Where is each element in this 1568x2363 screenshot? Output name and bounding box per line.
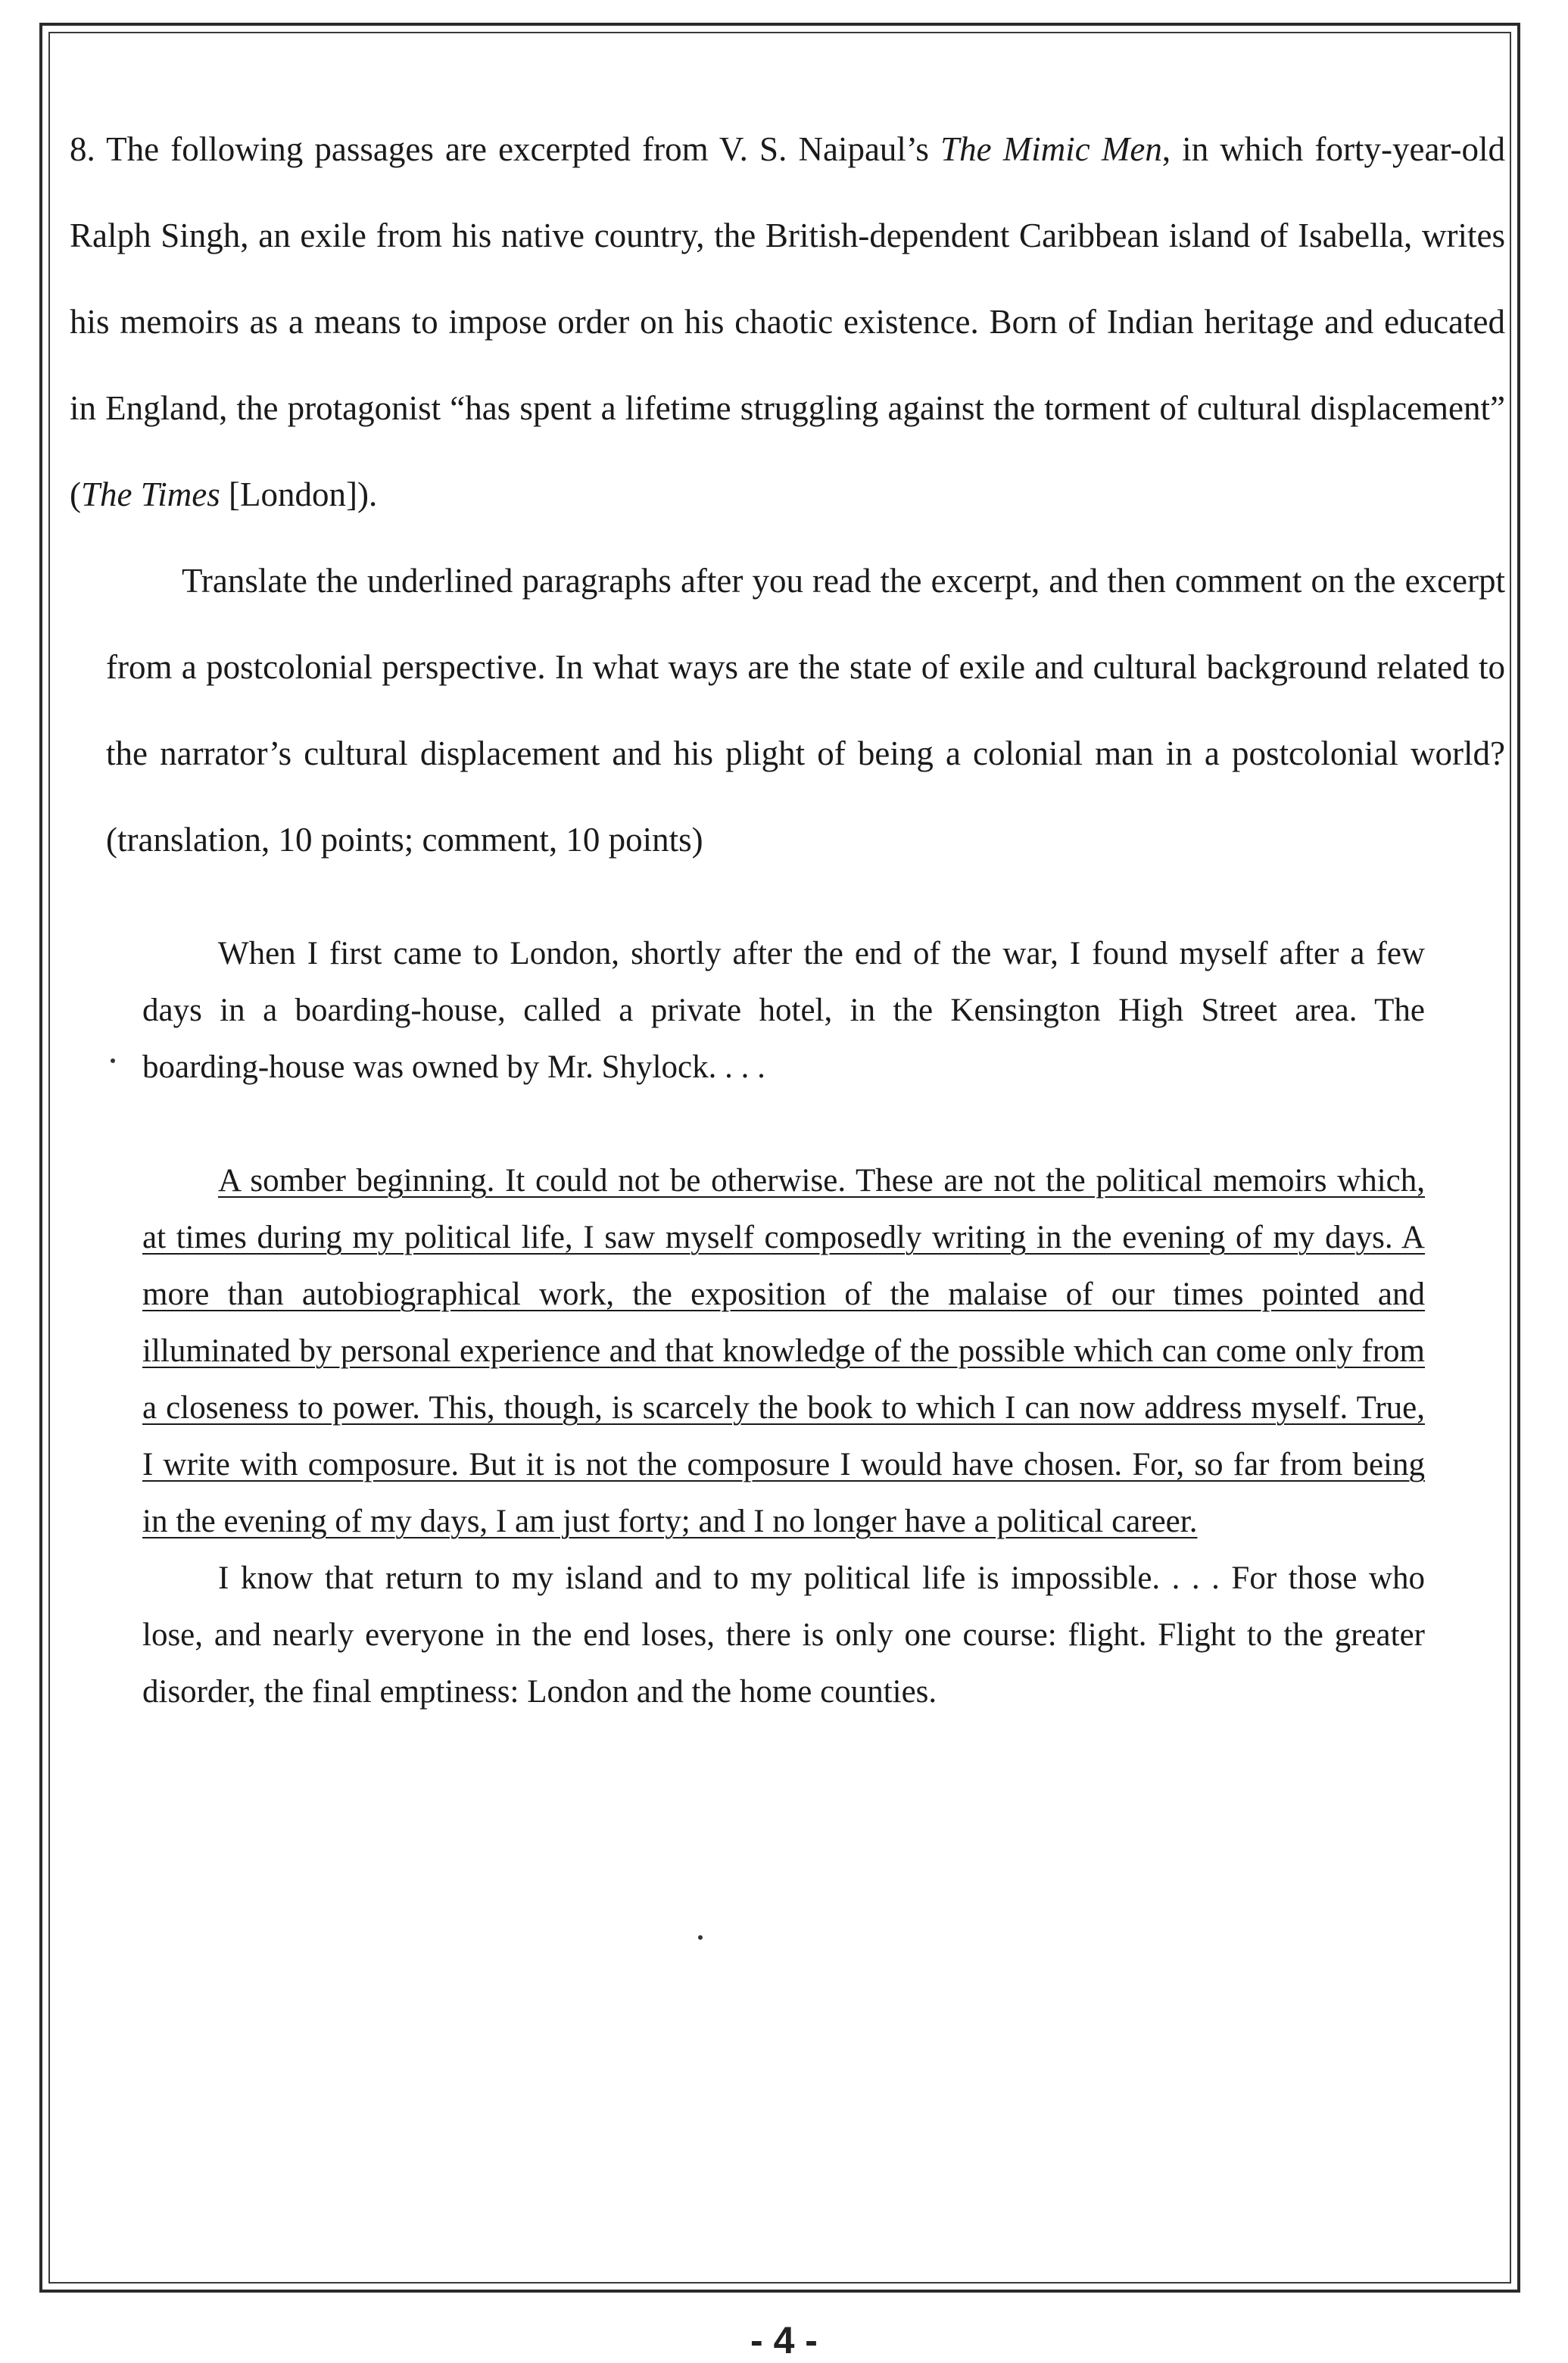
question-instructions: Translate the underlined paragraphs after you read the excerpt, and then comment on the excerpt from a postcolonial perspective. In what ways are the state of exile and cultural background related to the narrator’s cultural displacement and his plight of being a colonial man in a postcolonial world? (translation, 10 points; comment, 10 points) bbox=[106, 562, 1505, 859]
question-intro bbox=[70, 106, 1505, 538]
excerpt-paragraph-3: I know that return to my island and to my political life is impossible. . . . For those who lose, and nearly everyone in the end loses, there is only one course: flight. Flight to the greater disorder, the final emptiness: London and the home counties. bbox=[142, 1560, 1425, 1710]
stray-mark bbox=[698, 1935, 703, 1940]
page-number: - 4 - bbox=[750, 2319, 818, 2361]
paragraph-gap bbox=[142, 1096, 1425, 1152]
source-title: The Times bbox=[81, 475, 220, 513]
question-number: 8. bbox=[70, 130, 95, 168]
excerpt-paragraph-1: When I first came to London, shortly after the end of the war, I found myself after a few days in a boarding-house, called a private hotel, in the Kensington High Street area. The boarding-house was owned by Mr. Shylock. . . . bbox=[142, 936, 1425, 1085]
stray-mark bbox=[111, 1058, 115, 1063]
question-intro-text-2: , in which forty-year-old Ralph Singh, an exile from his native country, the British-dependent Caribbean island of Isabella, writes his memoirs as a means to impose order on his chaotic existence. Born of Indian heritage and educated in England, the protagonist “has spent a lifetime struggling against the torment of cultural displacement” ( bbox=[70, 130, 1506, 513]
excerpt-paragraph-2-underlined: A somber beginning. It could not be otherwise. These are not the political memoirs which, at times during my political life, I saw myself composedly writing in the evening of my days. A more than autobiographical work, the exposition of the malaise of our times pointed and illuminated by personal experience and that knowledge of the possible which can come only from a closeness to power. This, though, is scarcely the book to which I can now address myself. True, I write with composure. But it is not the composure I would have chosen. For, so far from being in the evening of my days, I am just forty; and I no longer have a political career. bbox=[142, 1163, 1425, 1539]
question-block bbox=[70, 106, 1505, 883]
question-intro-text-1: The following passages are excerpted from V. S. Naipaul’s bbox=[106, 130, 941, 168]
excerpt-block bbox=[142, 925, 1425, 1720]
novel-title: The Mimic Men bbox=[940, 130, 1162, 168]
question-intro-text-3: [London]). bbox=[220, 475, 378, 513]
